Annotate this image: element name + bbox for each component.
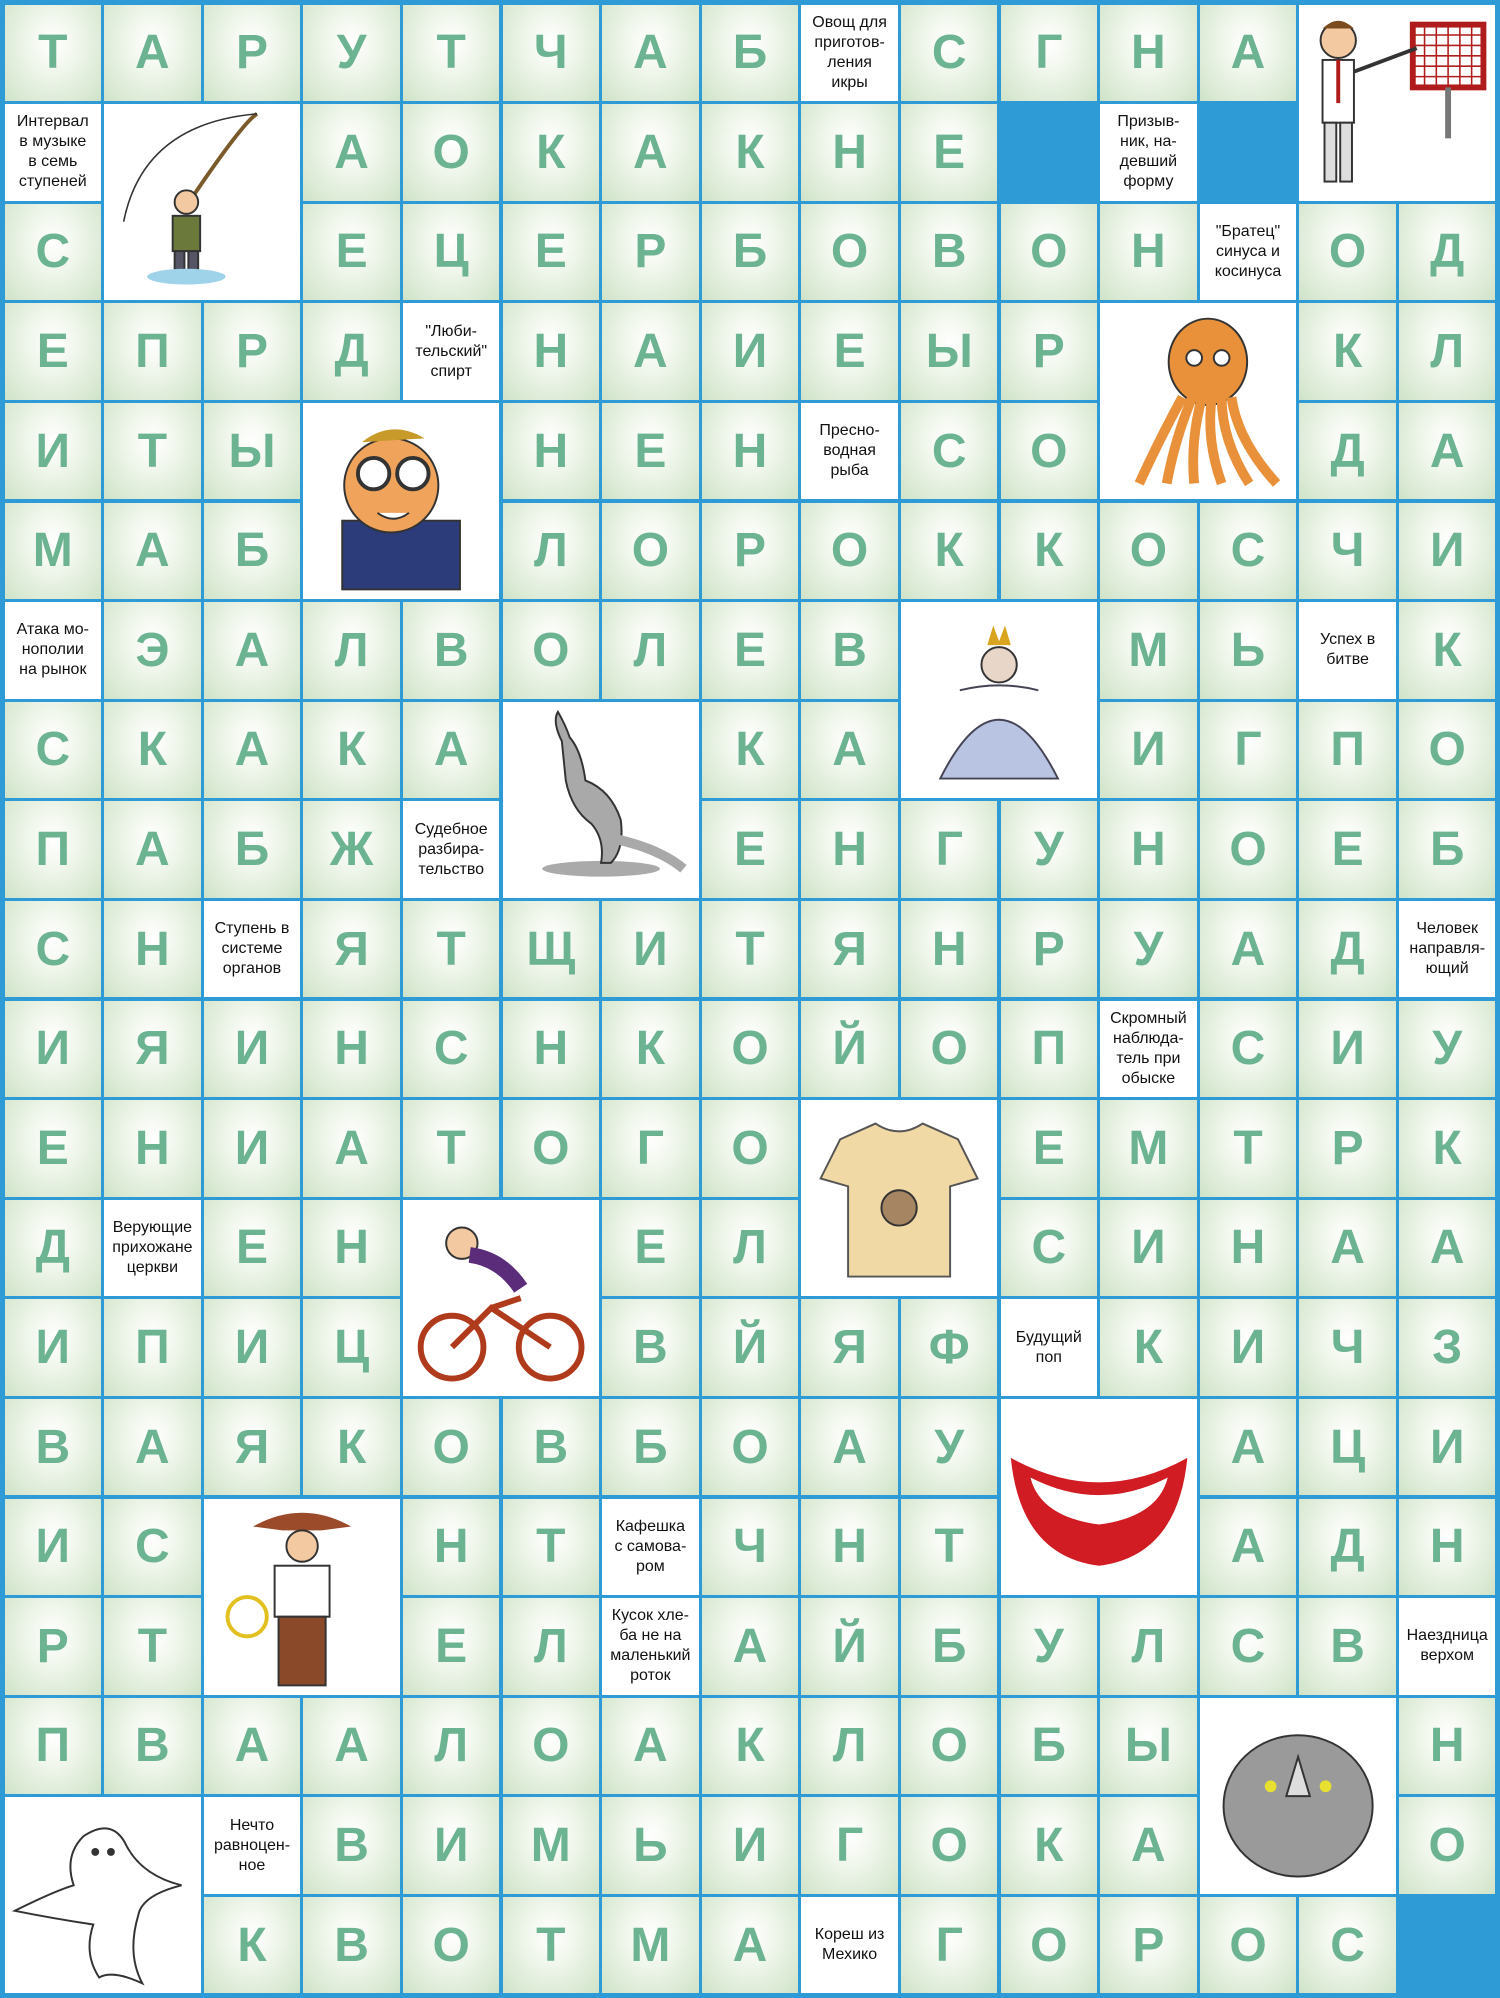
letter-cell[interactable]: О: [702, 1001, 799, 1098]
clue-cell: Наездница верхом: [1399, 1598, 1496, 1695]
letter-cell[interactable]: Б: [602, 1399, 699, 1496]
letter-cell[interactable]: О: [1001, 403, 1098, 500]
letter-cell[interactable]: О: [503, 602, 600, 699]
letter-cell[interactable]: Ь: [1200, 602, 1297, 699]
letter-cell[interactable]: И: [1100, 1200, 1197, 1297]
clue-cell: Кусок хле- ба не на маленький роток: [602, 1598, 699, 1695]
letter-cell[interactable]: У: [901, 1399, 998, 1496]
letter-cell[interactable]: У: [1001, 1598, 1098, 1695]
letter-cell[interactable]: К: [702, 104, 799, 201]
letter-cell[interactable]: И: [5, 1299, 102, 1396]
letter-cell[interactable]: Б: [1001, 1698, 1098, 1795]
letter-cell[interactable]: Г: [1200, 702, 1297, 799]
letter-cell[interactable]: Н: [1100, 801, 1197, 898]
letter-cell[interactable]: Н: [702, 403, 799, 500]
octopus-icon: [1100, 303, 1296, 499]
letter-cell[interactable]: Н: [1200, 1200, 1297, 1297]
letter-cell[interactable]: К: [1100, 1299, 1197, 1396]
letter-cell[interactable]: К: [104, 702, 201, 799]
letter-cell[interactable]: И: [1100, 702, 1197, 799]
letter-cell[interactable]: Д: [1299, 1499, 1396, 1596]
letter-cell[interactable]: Е: [602, 403, 699, 500]
queen-icon: [901, 602, 1097, 798]
letter-cell[interactable]: Л: [1100, 1598, 1197, 1695]
letter-cell[interactable]: А: [801, 1399, 898, 1496]
letter-cell[interactable]: Г: [602, 1100, 699, 1197]
letter-cell[interactable]: В: [403, 602, 500, 699]
letter-cell[interactable]: Л: [1399, 303, 1496, 400]
letter-cell[interactable]: А: [104, 1399, 201, 1496]
letter-cell[interactable]: Д: [1299, 901, 1396, 998]
letter-cell[interactable]: У: [1001, 801, 1098, 898]
letter-cell[interactable]: Ь: [602, 1797, 699, 1894]
letter-cell[interactable]: О: [1200, 1897, 1297, 1994]
letter-cell[interactable]: М: [503, 1797, 600, 1894]
letter-cell[interactable]: Т: [403, 1100, 500, 1197]
letter-cell[interactable]: Р: [602, 204, 699, 301]
teacher-pointing-chart-icon: [1299, 5, 1495, 201]
letter-cell[interactable]: О: [1001, 204, 1098, 301]
letter-cell[interactable]: Н: [801, 1499, 898, 1596]
letter-cell[interactable]: П: [5, 1698, 102, 1795]
letter-cell[interactable]: А: [104, 801, 201, 898]
letter-cell[interactable]: Н: [104, 1100, 201, 1197]
clue-cell: "Люби- тельский" спирт: [403, 303, 500, 400]
letter-cell[interactable]: Д: [5, 1200, 102, 1297]
letter-cell[interactable]: Я: [204, 1399, 301, 1496]
clue-cell: Будущий поп: [1001, 1299, 1098, 1396]
letter-cell[interactable]: А: [1200, 901, 1297, 998]
letter-cell[interactable]: Е: [901, 104, 998, 201]
letter-cell[interactable]: О: [702, 1100, 799, 1197]
letter-cell[interactable]: Б: [204, 801, 301, 898]
letter-cell[interactable]: Т: [104, 1598, 201, 1695]
letter-cell[interactable]: Ф: [901, 1299, 998, 1396]
letter-cell[interactable]: Н: [503, 403, 600, 500]
letter-cell[interactable]: Е: [403, 1598, 500, 1695]
letter-cell[interactable]: Т: [403, 901, 500, 998]
clue-cell: Ступень в системе органов: [204, 901, 301, 998]
letter-cell[interactable]: Л: [403, 1698, 500, 1795]
letter-cell[interactable]: О: [702, 1399, 799, 1496]
letter-cell[interactable]: Р: [702, 503, 799, 600]
letter-cell[interactable]: О: [403, 104, 500, 201]
letter-cell[interactable]: И: [5, 1499, 102, 1596]
letter-cell[interactable]: Л: [801, 1698, 898, 1795]
letter-cell[interactable]: И: [1299, 1001, 1396, 1098]
letter-cell[interactable]: Н: [901, 901, 998, 998]
letter-cell[interactable]: С: [104, 1499, 201, 1596]
letter-cell[interactable]: П: [1001, 1001, 1098, 1098]
letter-cell[interactable]: С: [1200, 1001, 1297, 1098]
letter-cell[interactable]: Я: [104, 1001, 201, 1098]
letter-cell[interactable]: А: [1399, 403, 1496, 500]
letter-cell[interactable]: Й: [702, 1299, 799, 1396]
letter-cell[interactable]: Д: [1299, 403, 1396, 500]
letter-cell[interactable]: О: [1001, 1897, 1098, 1994]
letter-cell[interactable]: Н: [801, 104, 898, 201]
letter-cell[interactable]: И: [5, 1001, 102, 1098]
letter-cell[interactable]: Э: [104, 602, 201, 699]
letter-cell[interactable]: В: [801, 602, 898, 699]
letter-cell[interactable]: И: [204, 1299, 301, 1396]
letter-cell[interactable]: Е: [5, 1100, 102, 1197]
letter-cell[interactable]: Г: [1001, 5, 1098, 102]
letter-cell[interactable]: А: [1200, 5, 1297, 102]
letter-cell[interactable]: Р: [1100, 1897, 1197, 1994]
cowboy-icon: [204, 1499, 400, 1695]
letter-cell[interactable]: И: [5, 403, 102, 500]
letter-cell[interactable]: Б: [702, 5, 799, 102]
letter-cell[interactable]: Н: [503, 1001, 600, 1098]
letter-cell[interactable]: О: [503, 1100, 600, 1197]
letter-cell[interactable]: А: [1399, 1200, 1496, 1297]
letter-cell[interactable]: Т: [901, 1499, 998, 1596]
letter-cell[interactable]: А: [204, 602, 301, 699]
letter-cell[interactable]: Т: [702, 901, 799, 998]
letter-cell[interactable]: И: [204, 1100, 301, 1197]
letter-cell[interactable]: З: [1399, 1299, 1496, 1396]
letter-cell[interactable]: О: [1399, 702, 1496, 799]
letter-cell[interactable]: Д: [1399, 204, 1496, 301]
letter-cell[interactable]: Л: [503, 503, 600, 600]
letter-cell[interactable]: Ы: [901, 303, 998, 400]
letter-cell[interactable]: Т: [5, 5, 102, 102]
letter-cell[interactable]: Й: [801, 1001, 898, 1098]
letter-cell[interactable]: Н: [303, 1001, 400, 1098]
letter-cell[interactable]: Е: [801, 303, 898, 400]
letter-cell[interactable]: А: [1100, 1797, 1197, 1894]
letter-cell[interactable]: В: [901, 204, 998, 301]
letter-cell[interactable]: И: [403, 1797, 500, 1894]
letter-cell[interactable]: А: [204, 702, 301, 799]
fisherman-icon: [104, 104, 300, 300]
letter-cell[interactable]: Г: [801, 1797, 898, 1894]
letter-cell[interactable]: М: [5, 503, 102, 600]
letter-cell[interactable]: Ц: [403, 204, 500, 301]
letter-cell[interactable]: А: [104, 5, 201, 102]
letter-cell[interactable]: В: [1299, 1598, 1396, 1695]
clue-cell: Скромный наблюда- тель при обыске: [1100, 1001, 1197, 1098]
letter-cell[interactable]: Я: [303, 901, 400, 998]
letter-cell[interactable]: Н: [801, 801, 898, 898]
letter-cell[interactable]: В: [5, 1399, 102, 1496]
letter-cell[interactable]: В: [602, 1299, 699, 1396]
letter-cell[interactable]: Р: [1001, 303, 1098, 400]
letter-cell[interactable]: Е: [702, 602, 799, 699]
clue-cell: Кафешка с самова- ром: [602, 1499, 699, 1596]
clue-cell: Призыв- ник, на- девший форму: [1100, 104, 1197, 201]
clue-cell: Человек направля- ющий: [1399, 901, 1496, 998]
letter-cell[interactable]: Н: [104, 901, 201, 998]
letter-cell[interactable]: К: [1399, 602, 1496, 699]
letter-cell[interactable]: К: [1299, 303, 1396, 400]
letter-cell[interactable]: Г: [901, 801, 998, 898]
letter-cell[interactable]: Т: [503, 1897, 600, 1994]
letter-cell[interactable]: И: [1399, 1399, 1496, 1496]
letter-cell[interactable]: Е: [1299, 801, 1396, 898]
letter-cell[interactable]: М: [602, 1897, 699, 1994]
clue-cell: Атака мо- нополии на рынок: [5, 602, 102, 699]
letter-cell[interactable]: У: [303, 5, 400, 102]
nervous-man-icon: [303, 403, 499, 599]
letter-cell[interactable]: Е: [1001, 1100, 1098, 1197]
letter-cell[interactable]: К: [1001, 503, 1098, 600]
letter-cell[interactable]: А: [303, 1100, 400, 1197]
kangaroo-icon: [503, 702, 699, 898]
letter-cell[interactable]: К: [303, 1399, 400, 1496]
letter-cell[interactable]: О: [403, 1399, 500, 1496]
letter-cell[interactable]: Я: [801, 1299, 898, 1396]
letter-cell[interactable]: А: [1299, 1200, 1396, 1297]
letter-cell[interactable]: Л: [702, 1200, 799, 1297]
letter-cell[interactable]: Ч: [503, 5, 600, 102]
letter-cell[interactable]: Г: [901, 1897, 998, 1994]
letter-cell[interactable]: А: [403, 702, 500, 799]
letter-cell[interactable]: С: [5, 702, 102, 799]
letter-cell[interactable]: О: [1100, 503, 1197, 600]
letter-cell[interactable]: Л: [303, 602, 400, 699]
letter-cell[interactable]: Я: [801, 901, 898, 998]
letter-cell[interactable]: Р: [5, 1598, 102, 1695]
letter-cell[interactable]: А: [801, 702, 898, 799]
letter-cell[interactable]: В: [503, 1399, 600, 1496]
letter-cell[interactable]: Д: [303, 303, 400, 400]
letter-cell[interactable]: А: [204, 1698, 301, 1795]
letter-cell[interactable]: У: [1399, 1001, 1496, 1098]
letter-cell[interactable]: А: [702, 1897, 799, 1994]
letter-cell[interactable]: У: [1100, 901, 1197, 998]
letter-cell[interactable]: Ч: [702, 1499, 799, 1596]
letter-cell[interactable]: В: [104, 1698, 201, 1795]
letter-cell[interactable]: М: [1100, 602, 1197, 699]
ghost-icon: [5, 1797, 201, 1993]
letter-cell[interactable]: К: [1399, 1100, 1496, 1197]
letter-cell[interactable]: С: [1200, 1598, 1297, 1695]
letter-cell[interactable]: С: [5, 901, 102, 998]
letter-cell[interactable]: А: [702, 1598, 799, 1695]
letter-cell[interactable]: О: [602, 503, 699, 600]
letter-cell[interactable]: О: [901, 1001, 998, 1098]
letter-cell[interactable]: Б: [901, 1598, 998, 1695]
letter-cell[interactable]: Н: [1100, 204, 1197, 301]
clue-cell: "Братец" синуса и косинуса: [1200, 204, 1297, 301]
letter-cell[interactable]: В: [303, 1797, 400, 1894]
letter-cell[interactable]: Е: [702, 801, 799, 898]
letter-cell[interactable]: А: [303, 1698, 400, 1795]
letter-cell[interactable]: К: [702, 702, 799, 799]
letter-cell[interactable]: О: [901, 1698, 998, 1795]
letter-cell[interactable]: А: [1200, 1399, 1297, 1496]
letter-cell[interactable]: Р: [204, 5, 301, 102]
letter-cell[interactable]: Т: [104, 403, 201, 500]
letter-cell[interactable]: Р: [1299, 1100, 1396, 1197]
letter-cell[interactable]: Щ: [503, 901, 600, 998]
letter-cell[interactable]: Ы: [204, 403, 301, 500]
clue-cell: Верующие прихожане церкви: [104, 1200, 201, 1297]
letter-cell[interactable]: К: [602, 1001, 699, 1098]
letter-cell[interactable]: Е: [204, 1200, 301, 1297]
letter-cell[interactable]: С: [901, 5, 998, 102]
letter-cell[interactable]: С: [1001, 1200, 1098, 1297]
letter-cell[interactable]: Н: [1399, 1698, 1496, 1795]
letter-cell[interactable]: К: [503, 104, 600, 201]
letter-cell[interactable]: А: [602, 5, 699, 102]
letter-cell[interactable]: И: [1200, 1299, 1297, 1396]
letter-cell[interactable]: О: [801, 204, 898, 301]
letter-cell[interactable]: П: [1299, 702, 1396, 799]
letter-cell[interactable]: Е: [5, 303, 102, 400]
letter-cell[interactable]: Н: [403, 1499, 500, 1596]
letter-cell[interactable]: О: [901, 1797, 998, 1894]
letter-cell[interactable]: С: [1299, 1897, 1396, 1994]
letter-cell[interactable]: Т: [1200, 1100, 1297, 1197]
clue-cell: Кореш из Мехико: [801, 1897, 898, 1994]
letter-cell[interactable]: О: [801, 503, 898, 600]
letter-cell[interactable]: П: [104, 303, 201, 400]
letter-cell[interactable]: И: [602, 901, 699, 998]
letter-cell[interactable]: И: [1399, 503, 1496, 600]
letter-cell[interactable]: Р: [1001, 901, 1098, 998]
letter-cell[interactable]: С: [5, 204, 102, 301]
letter-cell[interactable]: С: [403, 1001, 500, 1098]
letter-cell[interactable]: П: [5, 801, 102, 898]
letter-cell[interactable]: Н: [303, 1200, 400, 1297]
letter-cell[interactable]: О: [1200, 801, 1297, 898]
letter-cell[interactable]: Л: [503, 1598, 600, 1695]
clue-cell: Интервал в музыке в семь ступеней: [5, 104, 102, 201]
letter-cell[interactable]: А: [602, 104, 699, 201]
letter-cell[interactable]: К: [303, 702, 400, 799]
letter-cell[interactable]: Н: [503, 303, 600, 400]
letter-cell[interactable]: Н: [1399, 1499, 1496, 1596]
letter-cell[interactable]: О: [1399, 1797, 1496, 1894]
letter-cell[interactable]: Ы: [1100, 1698, 1197, 1795]
letter-cell[interactable]: Т: [403, 5, 500, 102]
letter-cell[interactable]: Б: [204, 503, 301, 600]
letter-cell[interactable]: Ч: [1299, 503, 1396, 600]
letter-cell[interactable]: Ж: [303, 801, 400, 898]
letter-cell[interactable]: А: [602, 303, 699, 400]
smile-lips-icon: [1001, 1399, 1197, 1595]
cyclist-icon: [403, 1200, 599, 1396]
tshirt-icon: [801, 1100, 997, 1296]
letter-cell[interactable]: А: [1200, 1499, 1297, 1596]
letter-cell[interactable]: А: [303, 104, 400, 201]
letter-cell[interactable]: О: [403, 1897, 500, 1994]
letter-cell[interactable]: И: [702, 303, 799, 400]
letter-cell[interactable]: Т: [503, 1499, 600, 1596]
letter-cell[interactable]: С: [901, 403, 998, 500]
letter-cell[interactable]: К: [702, 1698, 799, 1795]
letter-cell[interactable]: К: [1001, 1797, 1098, 1894]
clue-cell: Пресно- водная рыба: [801, 403, 898, 500]
letter-cell[interactable]: К: [204, 1897, 301, 1994]
letter-cell[interactable]: Б: [1399, 801, 1496, 898]
letter-cell[interactable]: К: [901, 503, 998, 600]
clue-cell: Овощ для приготов- ления икры: [801, 5, 898, 102]
letter-cell[interactable]: Е: [602, 1200, 699, 1297]
clue-cell: Нечто равноцен- ное: [204, 1797, 301, 1894]
letter-cell[interactable]: О: [1299, 204, 1396, 301]
letter-cell[interactable]: Л: [602, 602, 699, 699]
letter-cell[interactable]: Ц: [303, 1299, 400, 1396]
letter-cell[interactable]: Ч: [1299, 1299, 1396, 1396]
clue-cell: Судебное разбира- тельство: [403, 801, 500, 898]
letter-cell[interactable]: И: [702, 1797, 799, 1894]
letter-cell[interactable]: А: [602, 1698, 699, 1795]
letter-cell[interactable]: Р: [204, 303, 301, 400]
rhino-icon: [1200, 1698, 1396, 1894]
letter-cell[interactable]: Й: [801, 1598, 898, 1695]
clue-cell: Успех в битве: [1299, 602, 1396, 699]
letter-cell[interactable]: А: [104, 503, 201, 600]
letter-cell[interactable]: М: [1100, 1100, 1197, 1197]
letter-cell[interactable]: И: [204, 1001, 301, 1098]
letter-cell[interactable]: В: [303, 1897, 400, 1994]
letter-cell[interactable]: О: [503, 1698, 600, 1795]
letter-cell[interactable]: Е: [503, 204, 600, 301]
letter-cell[interactable]: Б: [702, 204, 799, 301]
letter-cell[interactable]: П: [104, 1299, 201, 1396]
letter-cell[interactable]: Ц: [1299, 1399, 1396, 1496]
letter-cell[interactable]: Е: [303, 204, 400, 301]
letter-cell[interactable]: С: [1200, 503, 1297, 600]
letter-cell[interactable]: Н: [1100, 5, 1197, 102]
